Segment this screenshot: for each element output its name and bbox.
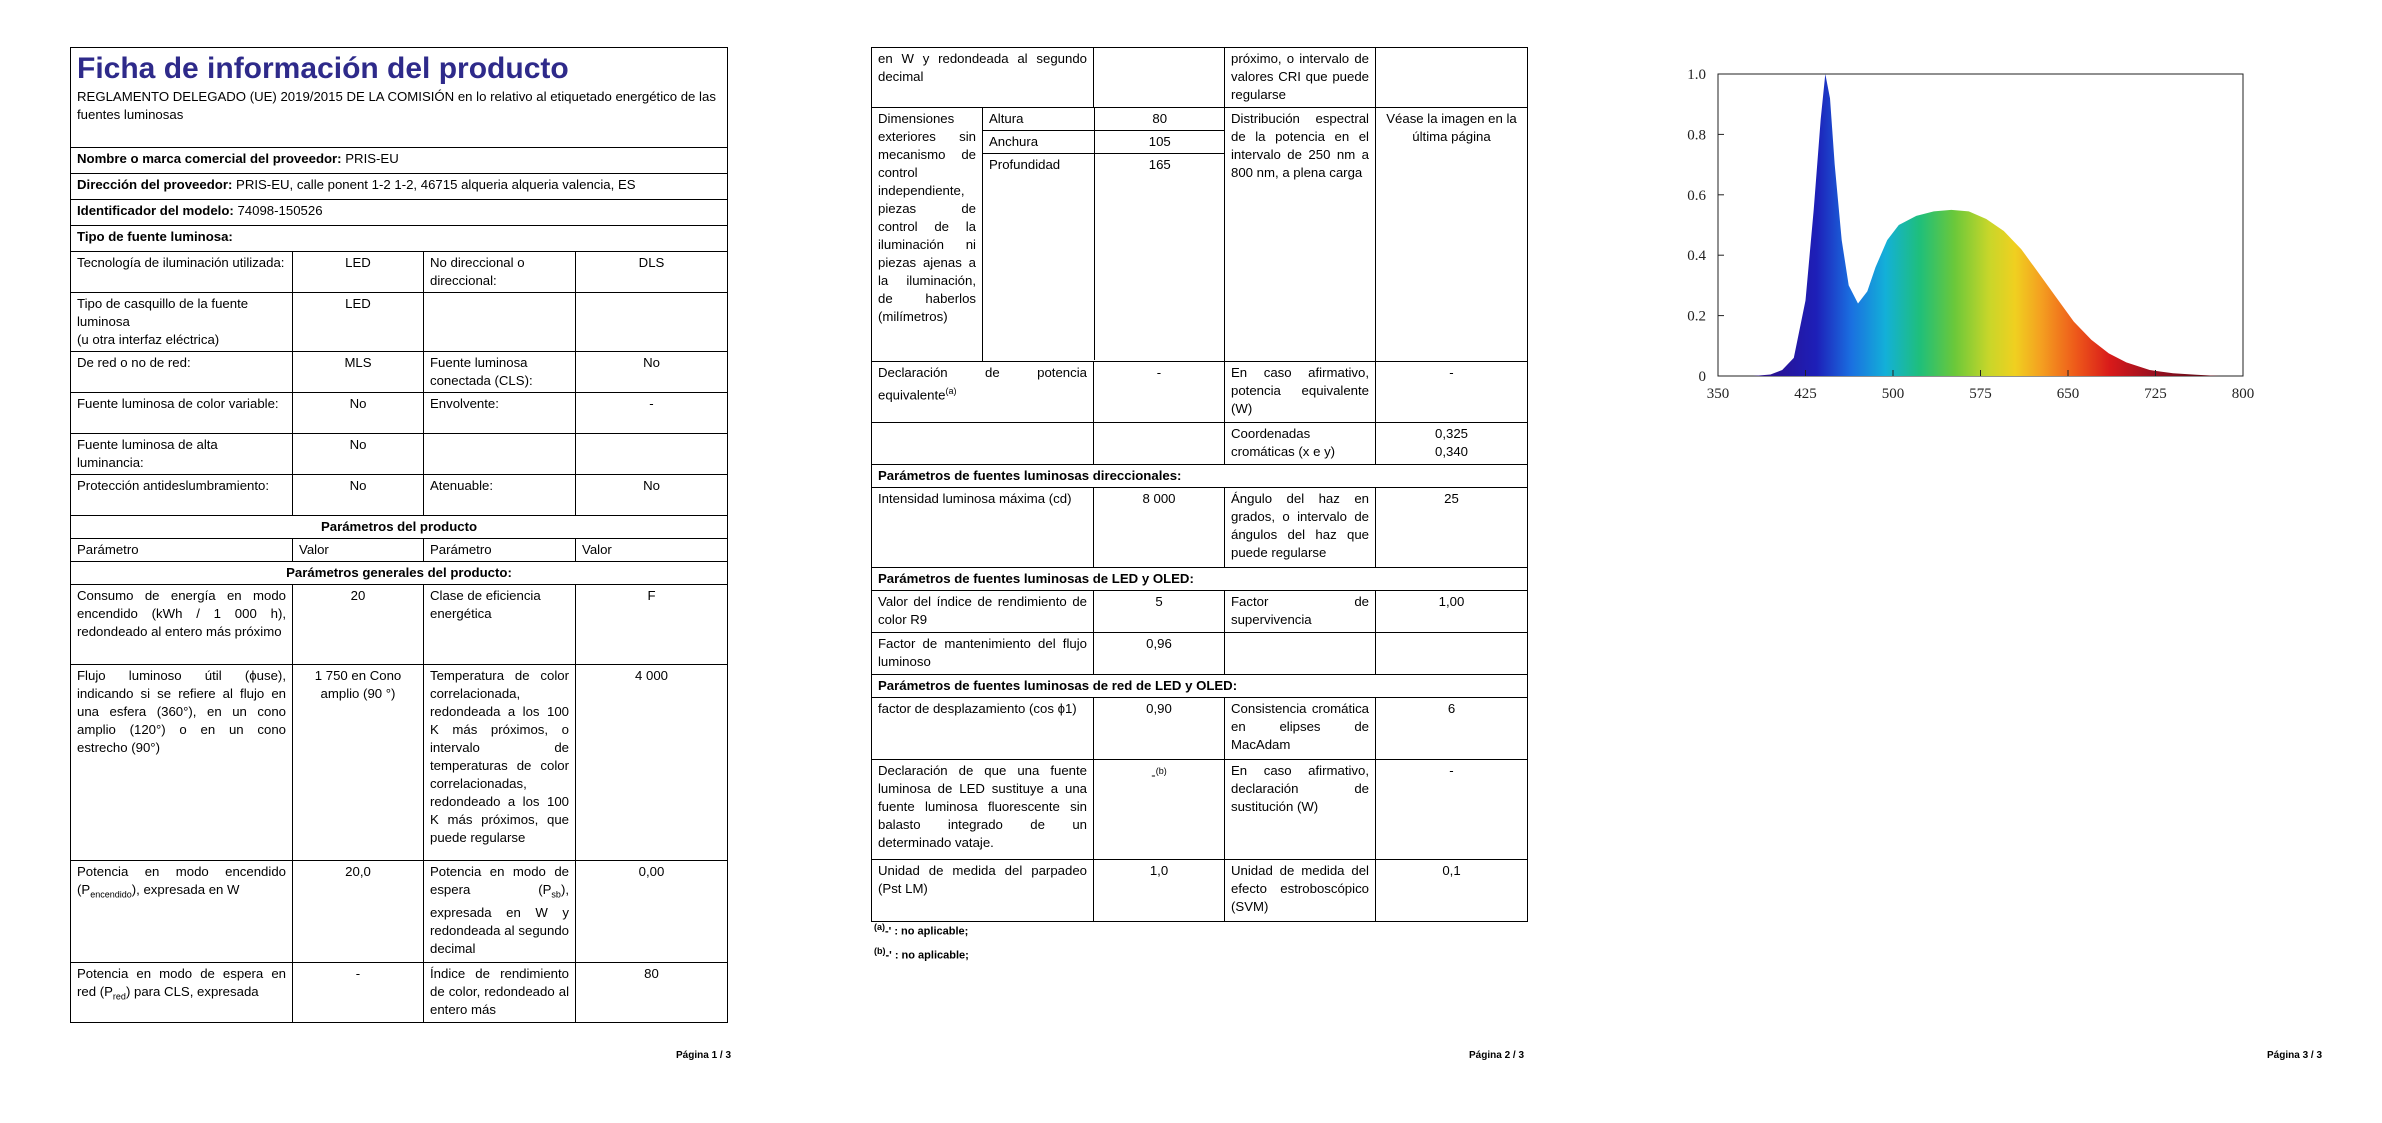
x-tick-label: 800 [2231,386,2255,402]
cap-label-cell [71,293,293,352]
col-value-header: Valor [576,539,728,562]
col-param-header: Parámetro [424,539,576,562]
tech-value: LED [293,252,424,293]
depth-label: Profundidad [983,154,1094,360]
supplier-address-cell [71,174,728,200]
spd-value: Véase la imagen en la última página [1376,108,1528,362]
x-tick-label: 350 [1706,386,1730,402]
beam-value: 25 [1376,488,1528,568]
page-title: Ficha de información del producto [77,52,569,85]
pnet-label [71,963,293,1023]
height-label: Altura [983,108,1094,131]
continued-left: en W y redondeada al segundo decimal [872,48,1094,108]
y-tick-label: 0.6 [1687,187,1706,204]
disp-label: factor de desplazamiento (cos ϕ1) [872,698,1094,760]
chroma-values [1376,423,1528,465]
continued-right: próximo, o intervalo de valores CRI que puede regularse [1225,48,1376,108]
pnet-label-a: Potencia en modo de espera en red (P [77,966,286,999]
hl-value: No [293,434,424,475]
replace-sup: (b) [1155,766,1167,776]
cap-label-2: (u otra interfaz eléctrica) [77,332,220,347]
psb-sub: sb [551,889,561,900]
colour-label: Fuente luminosa de color variable: [71,393,293,434]
regulation-text: REGLAMENTO DELEGADO (UE) 2019/2015 DE LA COMISIÓN en lo relativo al etiquetado energético de las fuentes luminosas [77,89,716,122]
empty-cell [576,293,728,352]
cap-value: LED [293,293,424,352]
surv-label: Factor de supervivencia [1225,591,1376,633]
equiv-value: - [1094,362,1225,423]
envelope-label: Envolvente: [424,393,576,434]
replace-label: Declaración de que una fuente luminosa de LED sustituye a una fuente luminosa fluorescente sin balasto integrado de un determinado vataje. [872,760,1094,860]
x-tick-label: 650 [2056,386,2080,402]
pon-label [71,861,293,963]
cls-label: Fuente luminosa conectada (CLS): [424,352,576,393]
mains-header: Parámetros de fuentes luminosas de red de LED y OLED: [872,675,1528,698]
footnote-a [874,922,968,938]
mains-value: MLS [293,352,424,393]
y-tick-label: 0.2 [1687,308,1706,325]
dim-label: Atenuable: [424,475,576,516]
model-id-cell [71,200,728,226]
x-tick-label: 725 [2144,386,2167,402]
x-tick-label: 500 [1881,386,1905,402]
spd-label: Distribución espectral de la potencia en el intervalo de 250 nm a 800 nm, a plena carga [1225,108,1376,362]
chart-marks [1687,67,2254,402]
cri-label: Índice de rendimiento de color, redondeado al entero más [424,963,576,1023]
pnet-value: - [293,963,424,1023]
pnet-label-b: ) para CLS, expresada [125,984,259,999]
dir-header: Parámetros de fuentes luminosas direccionales: [872,465,1528,488]
page-number: Página 2 / 3 [1469,1050,1525,1061]
glare-label: Protección antideslumbramiento: [71,475,293,516]
empty-cell [424,293,576,352]
empty-cell [424,434,576,475]
cri-value: 80 [576,963,728,1023]
empty-cell [1225,633,1376,675]
hl-label: Fuente luminosa de alta luminancia: [71,434,293,475]
peak-label: Intensidad luminosa máxima (cd) [872,488,1094,568]
dims-label: Dimensiones exteriores sin mecanismo de control independiente, piezas de control de la iluminación ni piezas ajenas a la iluminación, de haberlos (milímetros) [872,108,983,362]
surv-value: 1,00 [1376,591,1528,633]
width-value: 105 [1094,131,1225,154]
consist-value: 6 [1376,698,1528,760]
height-value: 80 [1094,108,1225,131]
equiv-sup: (a) [945,386,957,396]
chroma-x: 0,325 [1434,426,1468,441]
general-header: Parámetros generales del producto: [71,562,728,585]
empty-cell [1094,423,1225,465]
maint-value: 0,96 [1094,633,1225,675]
energy-label: Consumo de energía en modo encendido (kWh / 1 000 h), redondeado al entero más próximo [71,585,293,665]
equiv-label [872,362,1094,423]
empty-cell [872,423,1094,465]
dims-values-cell [983,108,1225,362]
pnet-sub: red [112,991,126,1002]
class-value: F [576,585,728,665]
params-header: Parámetros del producto [71,516,728,539]
flux-label: Flujo luminoso útil (ϕuse), indicando si se refiere al flujo en una esfera (360°), en un cono amplio (120°) o en un cono estrecho (90°) [71,665,293,861]
footnote-a-text: -' : no aplicable; [885,925,969,938]
beam-label: Ángulo del haz en grados, o intervalo de ángulos del haz que puede regularse [1225,488,1376,568]
r9-label: Valor del índice de rendimiento de color R9 [872,591,1094,633]
equiv-yes-label: En caso afirmativo, potencia equivalente (W) [1225,362,1376,423]
tech-label: Tecnología de iluminación utilizada: [71,252,293,293]
page-number: Página 3 / 3 [2267,1050,2323,1061]
cct-label: Temperatura de color correlacionada, redondeada a los 100 K más próximos, o intervalo de temperaturas de color correlacionadas, redondeado a los 100 K más próximos, que puede regularse [424,665,576,861]
psb-label-b: ), expresada en W y redondeada al segundo decimal [430,882,569,956]
model-id: 74098-150526 [237,203,323,218]
header-cell [71,48,728,148]
replace-value: - [1151,767,1156,783]
page-3 [1588,0,2382,1123]
page-2 [794,0,1588,1123]
col-param-header: Parámetro [71,539,293,562]
y-tick-label: 1.0 [1687,67,1706,83]
class-label: Clase de eficiencia energética [424,585,576,665]
y-tick-label: 0 [1698,369,1706,385]
cap-label: Tipo de casquillo de la fuente luminosa [77,296,249,329]
depth-value: 165 [1094,154,1225,360]
flicker-value: 1,0 [1094,860,1225,922]
led-header: Parámetros de fuentes luminosas de LED y OLED: [872,568,1528,591]
strobe-value: 0,1 [1376,860,1528,922]
psb-label-a: Potencia en modo de espera (P [430,864,569,897]
x-tick-label: 575 [1969,386,1992,402]
strobe-label: Unidad de medida del efecto estroboscópico (SVM) [1225,860,1376,922]
empty-cell [1376,633,1528,675]
page-number: Página 1 / 3 [676,1050,732,1061]
envelope-value: - [576,393,728,434]
colour-value: No [293,393,424,434]
supplier-address-label: Dirección del proveedor: [77,177,233,192]
psb-value: 0,00 [576,861,728,963]
model-id-label: Identificador del modelo: [77,203,234,218]
flux-value: 1 750 en Cono amplio (90 °) [293,665,424,861]
nondir-label: No direccional o direccional: [424,252,576,293]
empty-cell [1094,48,1225,108]
col-value-header: Valor [293,539,424,562]
maint-label: Factor de mantenimiento del flujo luminoso [872,633,1094,675]
replace-yes-value: - [1376,760,1528,860]
empty-cell [576,434,728,475]
psb-label [424,861,576,963]
y-tick-label: 0.8 [1687,127,1706,144]
supplier-address: PRIS-EU, calle ponent 1-2 1-2, 46715 alqueria alqueria valencia, ES [236,177,636,192]
chroma-y: 0,340 [1434,444,1468,459]
pon-label-a: Potencia en modo encendido (P [77,864,286,897]
product-info-table-2 [871,47,1528,922]
glare-value: No [293,475,424,516]
cls-value: No [576,352,728,393]
supplier-name-cell [71,148,728,174]
disp-value: 0,90 [1094,698,1225,760]
energy-value: 20 [293,585,424,665]
peak-value: 8 000 [1094,488,1225,568]
spectrum-area [1753,74,2220,376]
page-1 [0,0,794,1123]
footnote-a-sup: (a) [874,922,885,932]
dims-table [983,108,1225,360]
width-label: Anchura [983,131,1094,154]
mains-label: De red o no de red: [71,352,293,393]
nondir-value: DLS [576,252,728,293]
r9-value: 5 [1094,591,1225,633]
footnote-b-sup: (b) [874,946,886,956]
empty-cell [1376,48,1528,108]
chroma-label: Coordenadas cromáticas (x e y) [1225,423,1376,465]
pon-value: 20,0 [293,861,424,963]
cct-value: 4 000 [576,665,728,861]
consist-label: Consistencia cromática en elipses de MacAdam [1225,698,1376,760]
dim-value: No [576,475,728,516]
pon-sub: encendido [90,889,132,900]
flicker-label: Unidad de medida del parpadeo (Pst LM) [872,860,1094,922]
footnote-b-text: -' : no aplicable; [885,949,969,962]
product-info-table-1 [70,47,728,1023]
equiv-yes-value: - [1376,362,1528,423]
light-source-type-label: Tipo de fuente luminosa: [71,226,728,252]
pon-label-b: ), expresada en W [131,882,240,897]
footnote-b [874,946,969,962]
equiv-label-text: Declaración de potencia equivalente [878,365,1087,403]
y-tick-label: 0.4 [1687,248,1706,265]
replace-yes-label: En caso afirmativo, declaración de sustitución (W) [1225,760,1376,860]
supplier-name-label: Nombre o marca comercial del proveedor: [77,151,342,166]
spectral-distribution-chart [1668,40,2288,420]
replace-value-cell [1094,760,1225,860]
x-tick-label: 425 [1794,386,1817,402]
supplier-name: PRIS-EU [345,151,399,166]
